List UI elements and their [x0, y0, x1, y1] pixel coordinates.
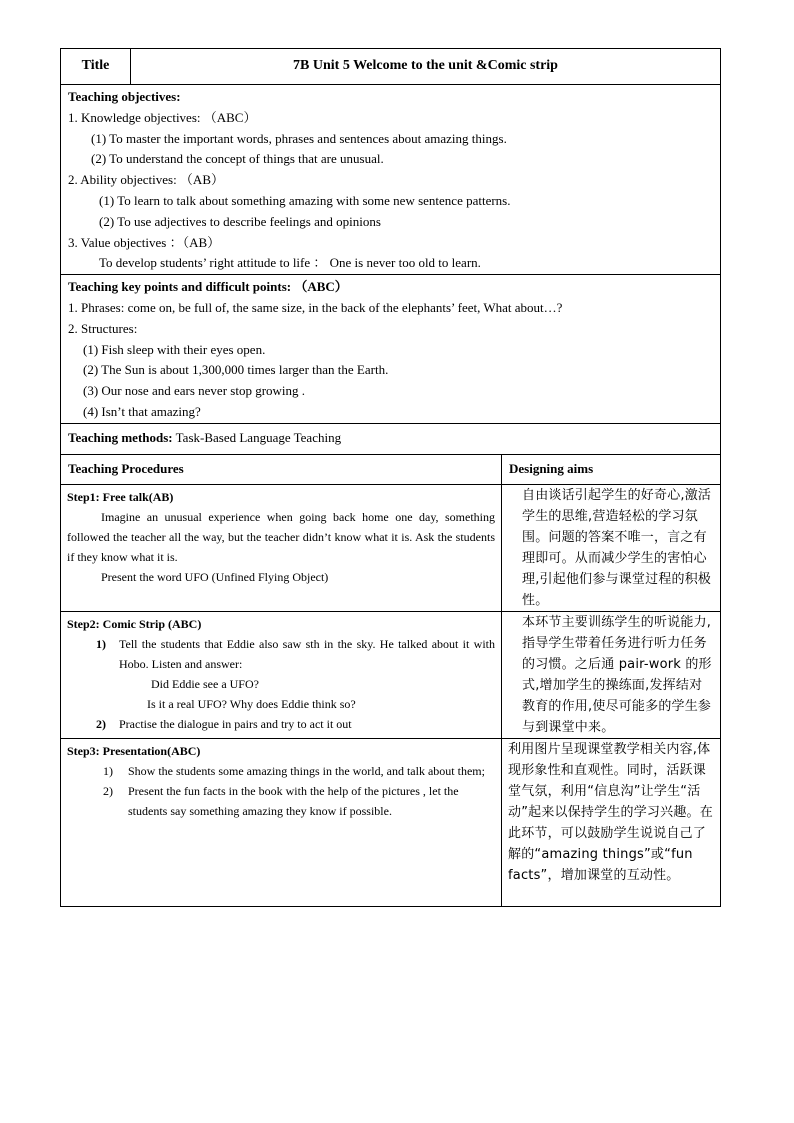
structure-item: (1) Fish sleep with their eyes open.: [83, 341, 266, 357]
step3-title: Step3: Presentation(ABC): [67, 743, 201, 758]
step2-question: Did Eddie see a UFO?: [151, 676, 259, 691]
knowledge-item: (2) To understand the concept of things that are unusual.: [91, 151, 384, 167]
step2-item1: [67, 634, 495, 674]
step3-item1-num: 1): [103, 763, 113, 778]
step1-text2: Present the word UFO (Unfined Flying Object): [101, 569, 329, 584]
methods-value: Task-Based Language Teaching: [175, 430, 342, 446]
procedures-header-row: [61, 454, 721, 484]
step2-aim: 本环节主要训练学生的听说能力,指导学生带着任务进行听力任务的习惯。之后通 pair-work 的形式,增加学生的操练面,发挥结对教育的作用,使尽可能多的学生参与到课堂中来。: [502, 611, 721, 738]
title-row: [61, 49, 721, 85]
aims-header: Designing aims: [502, 454, 721, 484]
step2-row: [61, 611, 721, 738]
step3-item2-text: Present the fun facts in the book with the help of the pictures , let the students say something amazing they know if possible.: [128, 783, 459, 818]
step2-title: Step2: Comic Strip (ABC): [67, 616, 202, 631]
structure-item: (3) Our nose and ears never stop growing .: [83, 383, 306, 399]
knowledge-item: (1) To master the important words, phrases and sentences about amazing things.: [91, 130, 507, 146]
keypoints-heading: Teaching key points and difficult points: （ABC）: [68, 279, 348, 295]
step3-item2-num: 2): [103, 783, 113, 798]
step2-item2: [67, 714, 495, 734]
step3-item1-text: Show the students some amazing things in the world, and talk about them;: [128, 763, 485, 778]
step3-aim: 利用图片呈现课堂教学相关内容,体现形象性和直观性。同时，活跃课堂气氛，利用“信息沟”让学生“活动”起来以保持学生的学习兴趣。在此环节，可以鼓励学生说说自己了解的“amazing things”或“fun facts”，增加课堂的互动性。: [502, 738, 721, 906]
ability-item: (2) To use adjectives to describe feelings and opinions: [99, 213, 381, 229]
step3-row: [61, 738, 721, 906]
step2-item2-text: Practise the dialogue in pairs and try to act it out: [119, 716, 352, 731]
step2-question: Is it a real UFO? Why does Eddie think so?: [147, 696, 356, 711]
value-objectives: 3. Value objectives ：（AB）: [68, 234, 221, 250]
step3-item2: [67, 781, 495, 821]
phrases-line: 1. Phrases: come on, be full of, the same size, in the back of the elephants’ feet, What about…?: [68, 299, 563, 315]
methods-row: [61, 423, 721, 454]
step1-title: Step1: Free talk(AB): [67, 489, 174, 504]
lesson-plan-table: [60, 48, 721, 907]
knowledge-objectives: 1. Knowledge objectives: （ABC）: [68, 109, 257, 125]
step2-item1-num: 1): [96, 636, 106, 651]
step1-row: [61, 484, 721, 611]
objectives-row: [61, 85, 721, 275]
step2-item1-text: Tell the students that Eddie also saw sth in the sky. He talked about it with Hobo. Listen and answer:: [119, 636, 495, 671]
structures-label: 2. Structures:: [68, 320, 138, 336]
value-item: To develop students’ right attitude to life ： One is never too old to learn.: [99, 255, 481, 271]
ability-item: (1) To learn to talk about something amazing with some new sentence patterns.: [99, 192, 511, 208]
methods-label: Teaching methods:: [68, 430, 173, 446]
ability-objectives: 2. Ability objectives: （AB）: [68, 172, 224, 188]
objectives-heading: Teaching objectives:: [68, 89, 181, 104]
procedures-header: Teaching Procedures: [61, 454, 502, 484]
step3-item1: [67, 761, 495, 781]
structure-item: (2) The Sun is about 1,300,000 times larger than the Earth.: [83, 362, 389, 378]
step2-item2-num: 2): [96, 716, 106, 731]
structure-item: (4) Isn’t that amazing?: [83, 403, 201, 419]
step1-aim: 自由谈话引起学生的好奇心,激活学生的思维,营造轻松的学习氛围。问题的答案不唯一，言之有理即可。从而减少学生的害怕心理,引起他们参与课堂过程的积极性。: [502, 484, 721, 611]
keypoints-row: [61, 275, 721, 424]
title-label: Title: [61, 49, 131, 85]
title-value: 7B Unit 5 Welcome to the unit &Comic strip: [131, 49, 721, 85]
step1-text: Imagine an unusual experience when going back home one day, something followed the teacher all the way, but the teacher didn’t know what it is. Ask the students if they know what it is.: [67, 509, 495, 564]
